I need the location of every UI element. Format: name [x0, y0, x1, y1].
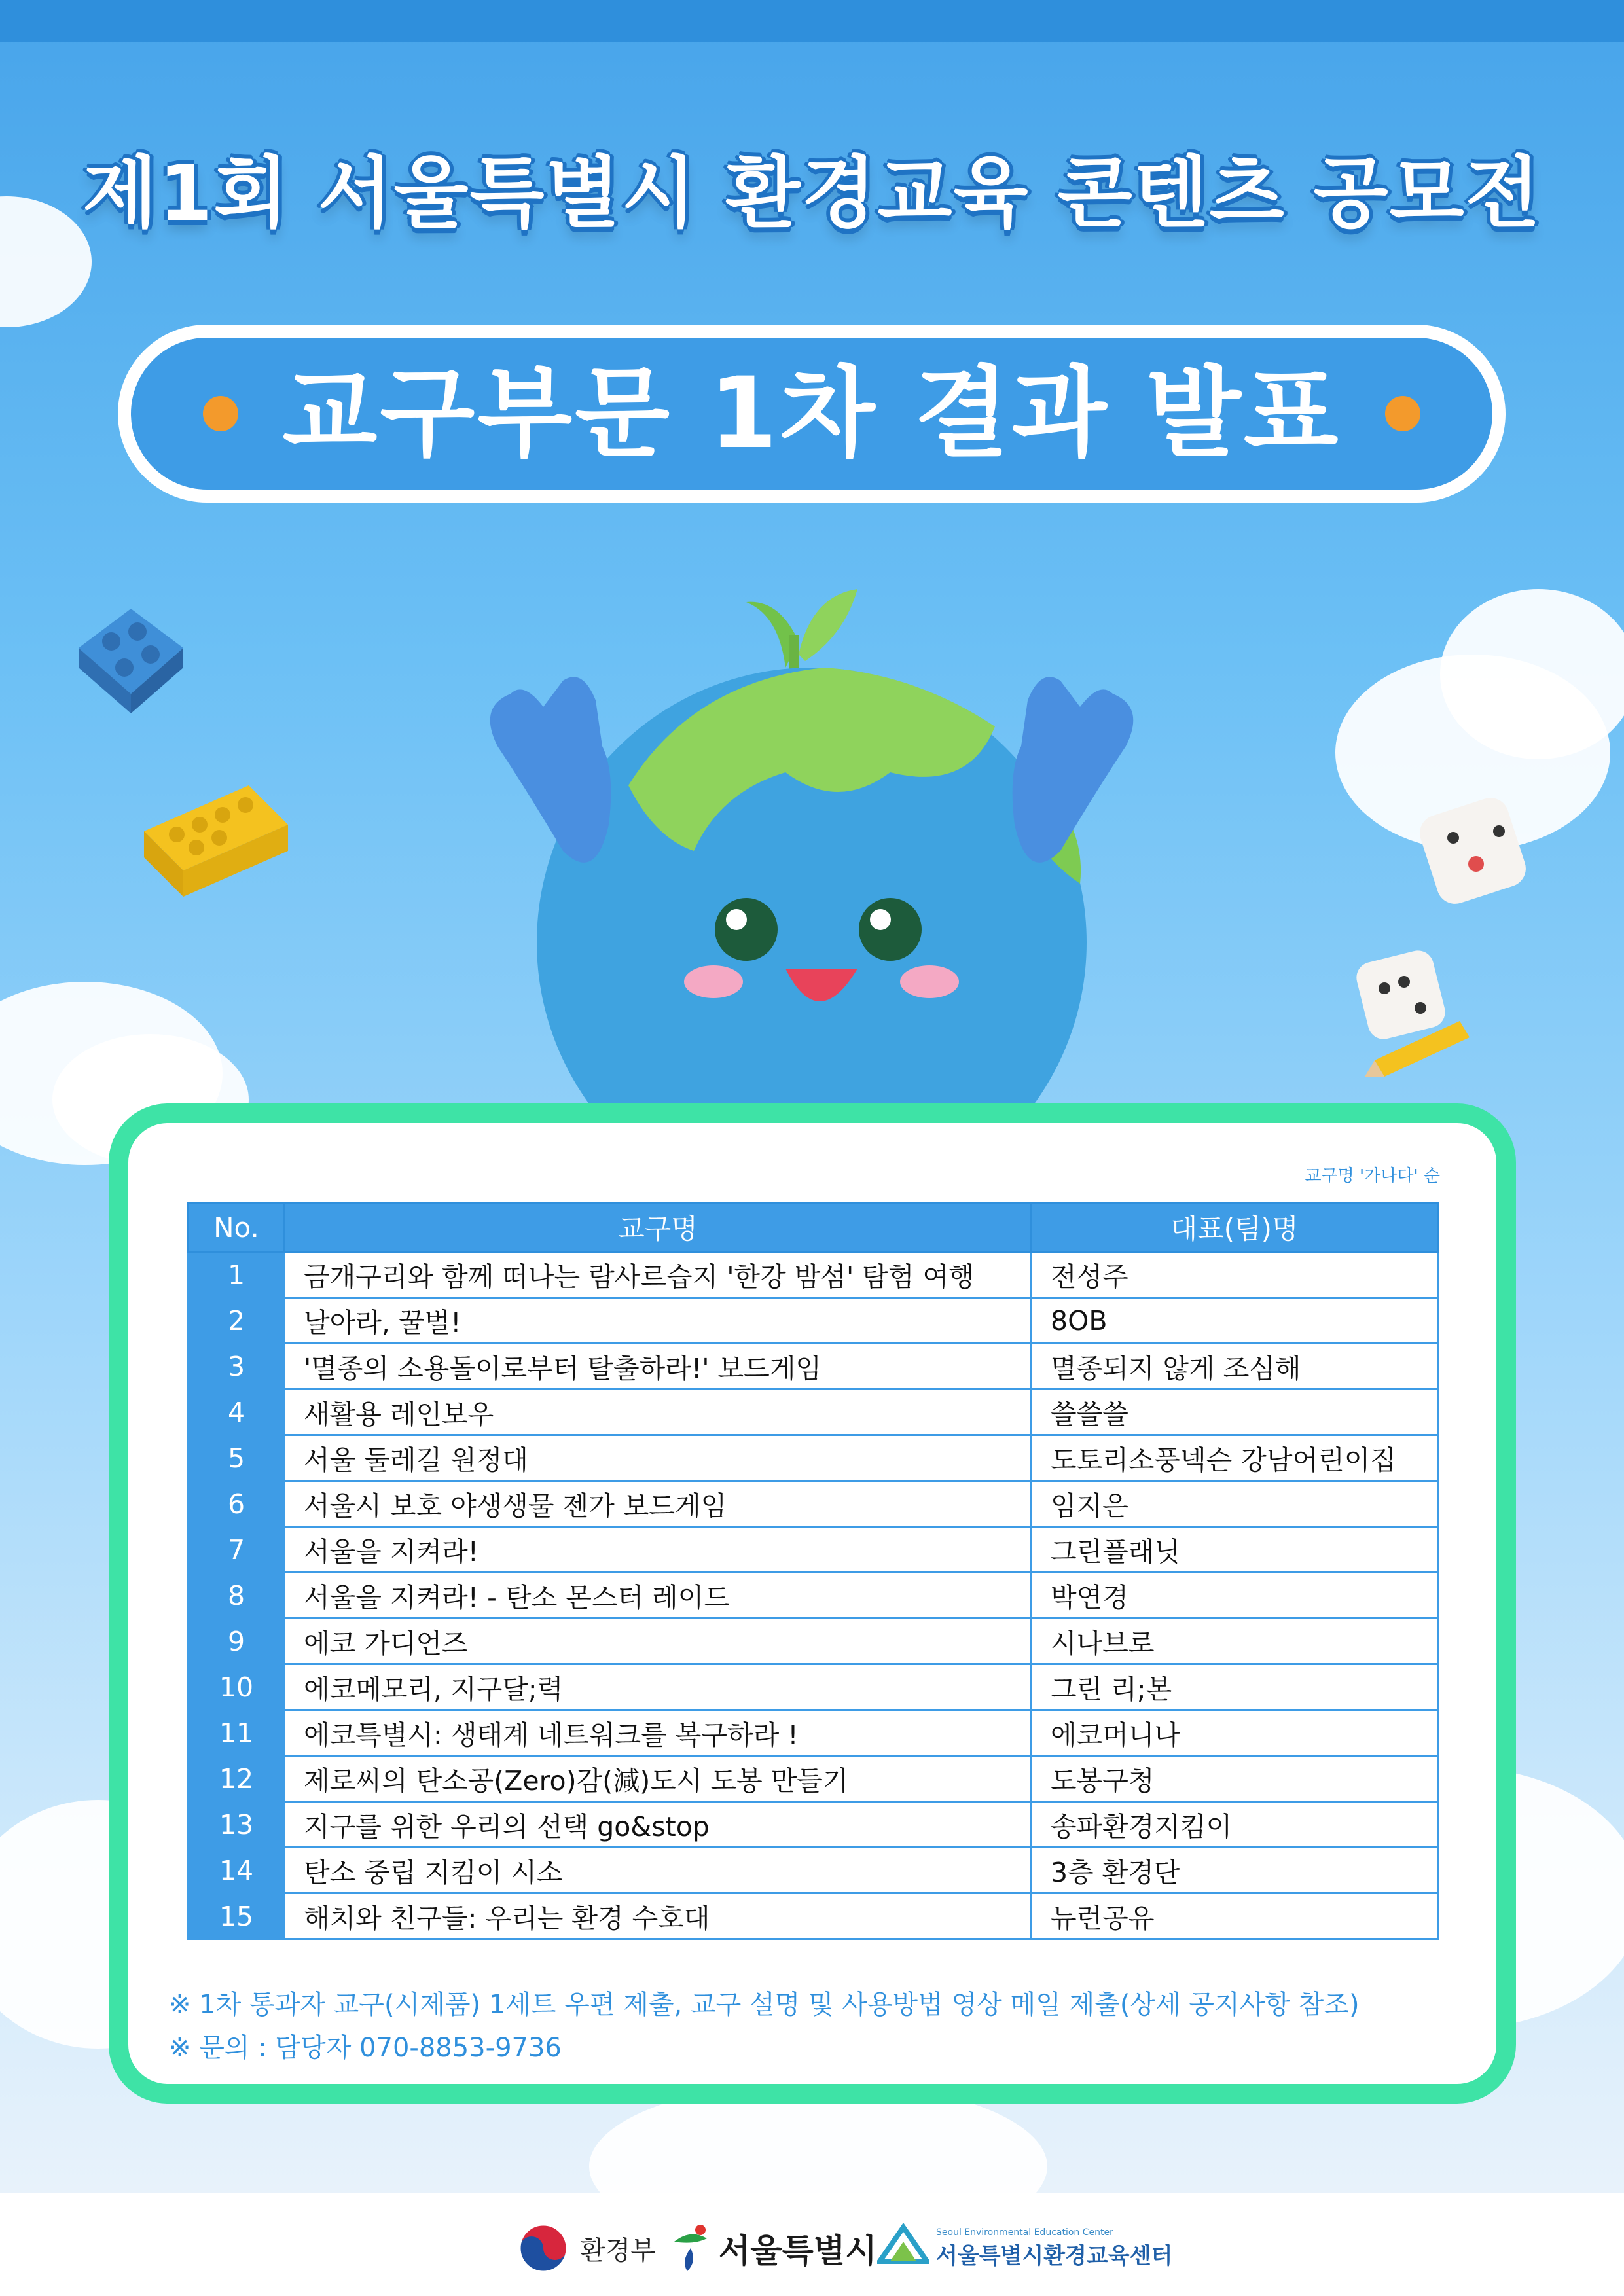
notes	[169, 1983, 1360, 2070]
row-rep: 임지은	[1032, 1481, 1438, 1527]
row-title: 서울시 보호 야생생물 젠가 보드게임	[285, 1481, 1032, 1527]
table-row	[189, 1664, 1438, 1710]
order-note: 교구명 '가나다' 순	[1305, 1166, 1440, 1186]
note-submission: ※ 1차 통과자 교구(시제품) 1세트 우편 제출, 교구 설명 및 사용방법 영상 메일 제출(상세 공지사항 참조)	[169, 1990, 1360, 2020]
row-title: 탄소 중립 지킴이 시소	[285, 1848, 1032, 1893]
yellow-block-icon	[137, 772, 295, 903]
row-number: 11	[189, 1710, 285, 1756]
logo-seoul	[668, 2222, 877, 2274]
table-row	[189, 1848, 1438, 1893]
column-header-rep: 대표(팀)명	[1032, 1203, 1438, 1252]
table-row	[189, 1802, 1438, 1848]
row-number: 9	[189, 1619, 285, 1664]
row-rep: 박연경	[1032, 1573, 1438, 1619]
row-rep: 시나브로	[1032, 1619, 1438, 1664]
row-rep: 에코머니나	[1032, 1710, 1438, 1756]
table-header-row	[189, 1203, 1438, 1252]
table-row	[189, 1573, 1438, 1619]
table-row	[189, 1481, 1438, 1527]
blue-block-icon	[65, 609, 190, 720]
row-number: 13	[189, 1802, 285, 1848]
table-row	[189, 1710, 1438, 1756]
logo-ministry-text: 환경부	[580, 2235, 656, 2266]
row-title: 에코메모리, 지구달;력	[285, 1664, 1032, 1710]
row-rep: 전성주	[1032, 1252, 1438, 1298]
table-row	[189, 1619, 1438, 1664]
row-title: 지구를 위한 우리의 선택 go&stop	[285, 1802, 1032, 1848]
table-row	[189, 1298, 1438, 1344]
table-row	[189, 1390, 1438, 1435]
row-rep: 뉴런공유	[1032, 1893, 1438, 1939]
logo-education-center	[877, 2222, 1172, 2274]
subtitle-text: 교구부문 1차 결과 발표	[282, 357, 1341, 471]
row-title: 에코 가디언즈	[285, 1619, 1032, 1664]
row-rep: 쓸쓸쓸	[1032, 1390, 1438, 1435]
row-number: 2	[189, 1298, 285, 1344]
table-row	[189, 1344, 1438, 1390]
table-row	[189, 1435, 1438, 1481]
row-title: '멸종의 소용돌이로부터 탈출하라!' 보드게임	[285, 1344, 1032, 1390]
row-number: 3	[189, 1344, 285, 1390]
row-title: 에코특별시: 생태계 네트워크를 복구하라 !	[285, 1710, 1032, 1756]
row-rep: 8OB	[1032, 1298, 1438, 1344]
row-rep: 도봉구청	[1032, 1756, 1438, 1802]
seoul-logo-icon	[668, 2222, 713, 2274]
education-center-icon	[877, 2222, 929, 2274]
row-number: 1	[189, 1252, 285, 1298]
row-number: 15	[189, 1893, 285, 1939]
row-rep: 그린 리;본	[1032, 1664, 1438, 1710]
subtitle-banner	[118, 325, 1506, 503]
orange-dot-icon	[1385, 396, 1420, 431]
logo-center-english: Seoul Environmental Education Center	[936, 2227, 1113, 2238]
column-header-title: 교구명	[285, 1203, 1032, 1252]
row-number: 4	[189, 1390, 285, 1435]
table-row	[189, 1252, 1438, 1298]
row-number: 5	[189, 1435, 285, 1481]
table-row	[189, 1893, 1438, 1939]
table-row	[189, 1527, 1438, 1573]
row-rep: 멸종되지 않게 조심해	[1032, 1344, 1438, 1390]
row-number: 14	[189, 1848, 285, 1893]
table-row	[189, 1756, 1438, 1802]
row-number: 12	[189, 1756, 285, 1802]
row-title: 해치와 친구들: 우리는 환경 수호대	[285, 1893, 1032, 1939]
taegeuk-icon	[517, 2222, 569, 2274]
note-contact: ※ 문의 : 담당자 070-8853-9736	[169, 2033, 562, 2063]
row-number: 10	[189, 1664, 285, 1710]
row-number: 6	[189, 1481, 285, 1527]
dice-pencil-icon	[1348, 949, 1479, 1080]
row-title: 금개구리와 함께 떠나는 람사르습지 '한강 밤섬' 탐험 여행	[285, 1252, 1032, 1298]
row-rep: 그린플래닛	[1032, 1527, 1438, 1573]
row-title: 날아라, 꿀벌!	[285, 1298, 1032, 1344]
earth-mascot-illustration	[327, 576, 1296, 1132]
top-bar	[0, 0, 1624, 42]
row-rep: 3층 환경단	[1032, 1848, 1438, 1893]
results-table	[187, 1202, 1439, 1940]
logo-seoul-text: 서울특별시	[719, 2232, 877, 2270]
row-number: 8	[189, 1573, 285, 1619]
page-title: 제1회 서울특별시 환경교육 콘텐츠 공모전	[82, 148, 1542, 238]
row-title: 서울을 지켜라!	[285, 1527, 1032, 1573]
column-header-no: No.	[189, 1203, 285, 1252]
logo-ministry-of-environment	[517, 2222, 656, 2274]
row-number: 7	[189, 1527, 285, 1573]
row-rep: 송파환경지킴이	[1032, 1802, 1438, 1848]
row-title: 제로씨의 탄소공(Zero)감(減)도시 도봉 만들기	[285, 1756, 1032, 1802]
logo-center-text: 서울특별시환경교육센터	[936, 2242, 1173, 2269]
row-title: 새활용 레인보우	[285, 1390, 1032, 1435]
row-title: 서울을 지켜라! - 탄소 몬스터 레이드	[285, 1573, 1032, 1619]
row-rep: 도토리소풍넥슨 강남어린이집	[1032, 1435, 1438, 1481]
row-title: 서울 둘레길 원정대	[285, 1435, 1032, 1481]
dice-icon	[1414, 792, 1532, 910]
